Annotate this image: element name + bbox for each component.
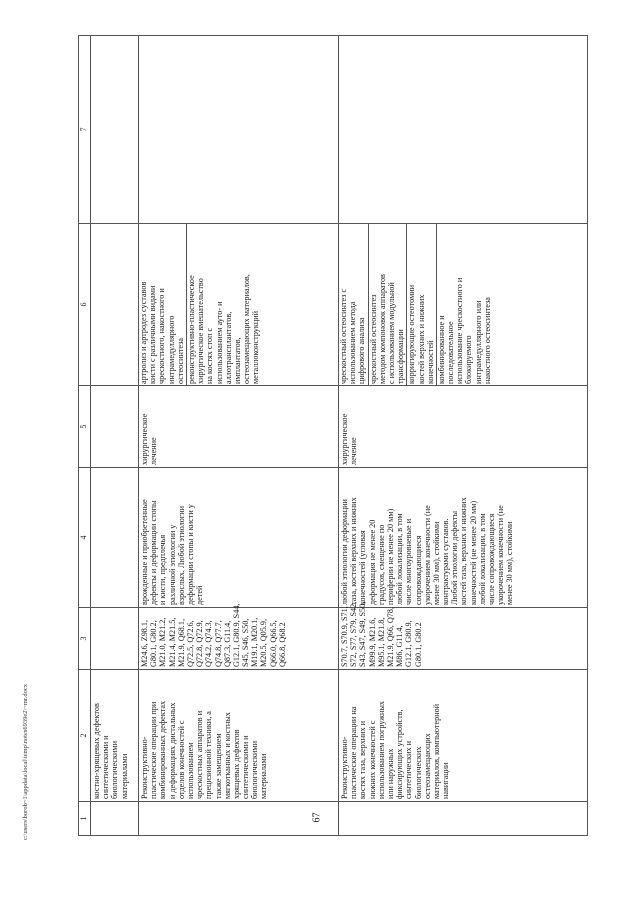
- cell-text-line: фиксирующих устройств,: [395, 709, 405, 799]
- cell-text-line: Q72.5, Q72.6,: [185, 620, 195, 667]
- cell-text-line: чрескостного, накостного и: [157, 288, 167, 384]
- cell-text-line: периферии не менее 20 мм): [385, 508, 395, 605]
- cell-text-line: M86, G11.4,: [395, 625, 405, 667]
- cell-text-line: детей: [195, 585, 205, 605]
- cell-text-line: G80.1, G80.2: [413, 622, 423, 667]
- cell-text-line: пластические операции при: [149, 701, 159, 799]
- cell-text-line: лечение: [149, 437, 159, 465]
- row1-col5: [139, 386, 339, 468]
- header-col-1: 1: [79, 802, 91, 836]
- cell-text-line: биологическими: [110, 741, 120, 799]
- row1-col4: [139, 468, 339, 608]
- cell-text-line: хрящевых дефектов: [231, 729, 241, 799]
- cell-text-line: комбинированных дефектах: [158, 700, 168, 799]
- cell-text-line: взрослых. Любой этиологии: [176, 505, 186, 605]
- row2-col7: [339, 36, 588, 224]
- cell-text-line: числе многоуровневые и: [404, 518, 414, 605]
- cell-text-line: G12.1, G80.9, S44,: [231, 603, 241, 667]
- cell-text-line: G80.1, G80.2,: [149, 620, 159, 667]
- cell-text-line: M20.5, Q05.9,: [259, 619, 269, 667]
- cell-text-line: навигации: [441, 762, 451, 799]
- cell-text-line: нижних конечностей с: [367, 720, 377, 799]
- cell-text-line: G12.1, G80.9,: [404, 620, 414, 667]
- cell-text-line: Q74.8, Q77.7,: [213, 620, 223, 667]
- cell-text-line: и деформациях дистальных: [167, 702, 177, 799]
- treatment-method-item: [187, 224, 262, 385]
- treatment-method-item: [139, 224, 187, 385]
- cell-text-line: корригирующие остеотомии: [407, 284, 417, 384]
- cell-text-line: числе сопровождающиеся: [487, 513, 496, 605]
- page-number: 67: [311, 812, 323, 823]
- header-col-2: 2: [79, 670, 91, 802]
- cell-text-line: любой локализации, в том: [477, 513, 487, 605]
- medical-procedures-table: [78, 35, 588, 836]
- cell-text-line: укорочением конечности (не: [496, 505, 506, 605]
- cell-text-line: Q66.0, Q66.5,: [268, 620, 278, 667]
- row1-col1: [139, 802, 339, 836]
- cell-text-line: сопровождающиеся: [413, 535, 423, 605]
- cell-text-line: конечностей (угловая: [358, 530, 368, 605]
- cell-text-line: M95.1, M21.8,: [376, 617, 386, 667]
- cell-text-line: таза, костей верхних и нижних: [349, 497, 359, 605]
- cell-text-line: менее 30 мм), стойкими: [505, 521, 515, 605]
- cell-text-line: M21.9, Q66, Q78,: [385, 606, 395, 667]
- cell-text-line: трансформации: [396, 329, 406, 384]
- cell-text-line: синтетическими и: [101, 735, 111, 799]
- document-file-path: c:\users\borob~1\appdata\local\temp\notes6939e2\~mr.docx: [22, 684, 29, 840]
- row2-col4: [339, 468, 588, 608]
- table-row: [339, 36, 588, 836]
- table-header-row: [79, 36, 91, 836]
- cell-text-line: цифрового анализа: [357, 317, 367, 384]
- cell-text-line: остеосинтеза: [175, 337, 185, 384]
- row1-col2: [139, 670, 339, 802]
- cell-text-line: деформации стопы и кисти у: [185, 504, 195, 605]
- cell-text-line: методом компоновок аппаратов: [377, 274, 387, 384]
- cell-text-line: M21.9, Q68.1,: [176, 619, 186, 667]
- cell-text-line: использованием ауто- и: [214, 301, 224, 384]
- cell-text-line: с использованием модульной: [386, 282, 396, 384]
- cell-text-line: синтетическими и: [241, 735, 251, 799]
- cell-text-line: остеозамещающих: [422, 733, 432, 799]
- row2-col1: [339, 802, 588, 836]
- cell-text-line: костно-хрящевых дефектов: [92, 703, 101, 799]
- row0-col5: [91, 386, 139, 468]
- cell-text-line: накостного остеосинтеза: [482, 297, 492, 384]
- cell-text-line: хирургическое вмешательство: [196, 278, 206, 384]
- rotated-table-container: [78, 36, 588, 836]
- row0-col7: [91, 36, 139, 224]
- header-col-6: 6: [79, 224, 91, 386]
- cell-text-line: интрамедуллярного или: [473, 300, 483, 384]
- treatment-method-list: [339, 224, 493, 385]
- header-col-4: 4: [79, 468, 91, 608]
- cell-text-line: градусов, смещение по: [376, 524, 386, 605]
- header-col-3: 3: [79, 608, 91, 670]
- row2-col2: [339, 670, 588, 802]
- cell-text-line: блокируемого: [464, 335, 474, 384]
- cell-text-line: отделов конечностей с: [176, 720, 186, 799]
- cell-text-line: использованием метода: [348, 301, 358, 384]
- cell-text-line: M21.4, M21.5,: [167, 617, 177, 667]
- cell-text-line: менее 30 мм), стойкими: [431, 521, 441, 605]
- cell-text-line: мягкотканных и костных: [222, 712, 232, 799]
- cell-text-line: костей верхних и нижних: [416, 294, 426, 384]
- treatment-method-item: [407, 224, 437, 385]
- cell-text-line: последовательное: [446, 321, 456, 384]
- row0-col4: [91, 468, 139, 608]
- cell-text-line: аллотрансплантатов,: [223, 311, 233, 384]
- cell-text-line: материалов, компьютерной: [431, 703, 441, 799]
- cell-text-line: Q87.3, G11.4,: [222, 620, 232, 667]
- cell-text-line: лечение: [349, 437, 359, 465]
- treatment-method-list: [139, 224, 261, 385]
- row2-col3: [339, 601, 588, 670]
- row1-col7: [139, 36, 339, 224]
- cell-text-line: различной этиологии у: [167, 524, 177, 605]
- cell-text-line: чрескостных аппаратов и: [195, 710, 205, 799]
- row2-col6: [339, 224, 588, 386]
- cell-text-line: Q72.8, Q72.9,: [195, 620, 205, 667]
- cell-text-line: реконструктивно-пластическое: [186, 275, 196, 384]
- cell-text-line: M24.6, Z98.1,: [140, 619, 149, 667]
- row2-col5: [339, 386, 588, 468]
- cell-text-line: металлоконструкций: [251, 310, 261, 384]
- cell-text-line: конечностей: [425, 340, 435, 384]
- cell-text-line: комбинированное и: [436, 315, 446, 384]
- cell-text-line: кисти с различными видами: [148, 285, 158, 384]
- treatment-method-item: [339, 224, 369, 385]
- header-col-7: 7: [79, 36, 91, 224]
- cell-text-line: контрактурами суставов.: [441, 518, 451, 605]
- cell-text-line: интрамедуллярного: [166, 315, 176, 384]
- cell-text-line: любой этиологии деформации: [340, 499, 349, 605]
- cell-text-line: костях таза, верхних и: [358, 720, 368, 799]
- cell-text-line: S43, S47, S49, S50,: [358, 601, 368, 667]
- cell-text-line: укорочением конечности (не: [422, 505, 432, 605]
- cell-text-line: M19.1, M20.1,: [250, 617, 260, 667]
- cell-text-line: хирургическое: [140, 413, 149, 465]
- cell-text-line: биологических: [413, 746, 423, 799]
- treatment-method-item: [369, 224, 408, 385]
- row0-col1: [91, 802, 139, 836]
- cell-text-line: деформация не менее 20: [367, 519, 377, 605]
- cell-text-line: прецизионной техники, а: [204, 711, 214, 799]
- cell-text-line: или наружных: [385, 748, 395, 799]
- cell-text-line: синтетических и: [404, 740, 414, 799]
- cell-text-line: артролиз и артродез суставов: [139, 281, 148, 384]
- table-row: [91, 36, 139, 836]
- cell-text-line: и кисти, предплечья: [158, 534, 168, 605]
- cell-text-line: M21.0, M21.2,: [158, 617, 168, 667]
- cell-text-line: Q74.2, Q74.3,: [204, 620, 214, 667]
- row0-col2: [91, 670, 139, 802]
- cell-text-line: M99.9, M21.6,: [367, 617, 377, 667]
- cell-text-line: врожденные и приобретенные: [140, 499, 149, 605]
- cell-text-line: дефекты и деформации стопы: [149, 500, 159, 605]
- cell-text-line: использование чрескостного и: [455, 277, 465, 384]
- cell-text-line: Q66.8, Q68.2: [277, 622, 287, 667]
- cell-text-line: имплантатов,: [232, 337, 242, 384]
- table-row: [139, 36, 339, 836]
- cell-text-line: Реконструктивно-: [140, 736, 149, 799]
- treatment-method-item: [437, 224, 493, 385]
- cell-text-line: Любой этиологии дефекты: [450, 511, 460, 605]
- cell-text-line: S70.7, S70.9, S71,: [340, 606, 349, 667]
- row0-col3: [91, 608, 139, 670]
- cell-text-line: конечностей (не менее 20 мм): [468, 500, 478, 605]
- cell-text-line: любой локализации, в том: [395, 513, 405, 605]
- cell-text-line: пластические операции на: [349, 706, 359, 799]
- cell-text-line: материалами: [259, 753, 269, 799]
- row1-col6: [139, 224, 339, 386]
- row0-col6: [91, 224, 139, 386]
- cell-text-line: биологическими: [250, 741, 260, 799]
- cell-text-line: S72, S77, S79, S42,: [349, 601, 359, 667]
- cell-text-line: материалами: [119, 753, 129, 799]
- cell-text-line: также замещением: [213, 733, 223, 799]
- cell-text-line: на костях стоп с: [205, 327, 215, 384]
- cell-text-line: Реконструктивно-: [340, 736, 349, 799]
- cell-text-line: использованием погружных: [376, 701, 386, 799]
- cell-text-line: чрескостный остеосинтез: [368, 294, 378, 384]
- row1-col3: [139, 603, 339, 670]
- cell-text-line: S45, S46, S50,: [241, 618, 251, 667]
- cell-text-line: остеозамещающих материалов,: [242, 274, 252, 384]
- cell-text-line: хирургическое: [340, 413, 349, 465]
- cell-text-line: чрескостный остеосинтез с: [339, 288, 348, 384]
- cell-text-line: костей таза, верхних и нижних: [459, 497, 469, 605]
- header-col-5: 5: [79, 386, 91, 468]
- cell-text-line: использованием: [185, 742, 195, 799]
